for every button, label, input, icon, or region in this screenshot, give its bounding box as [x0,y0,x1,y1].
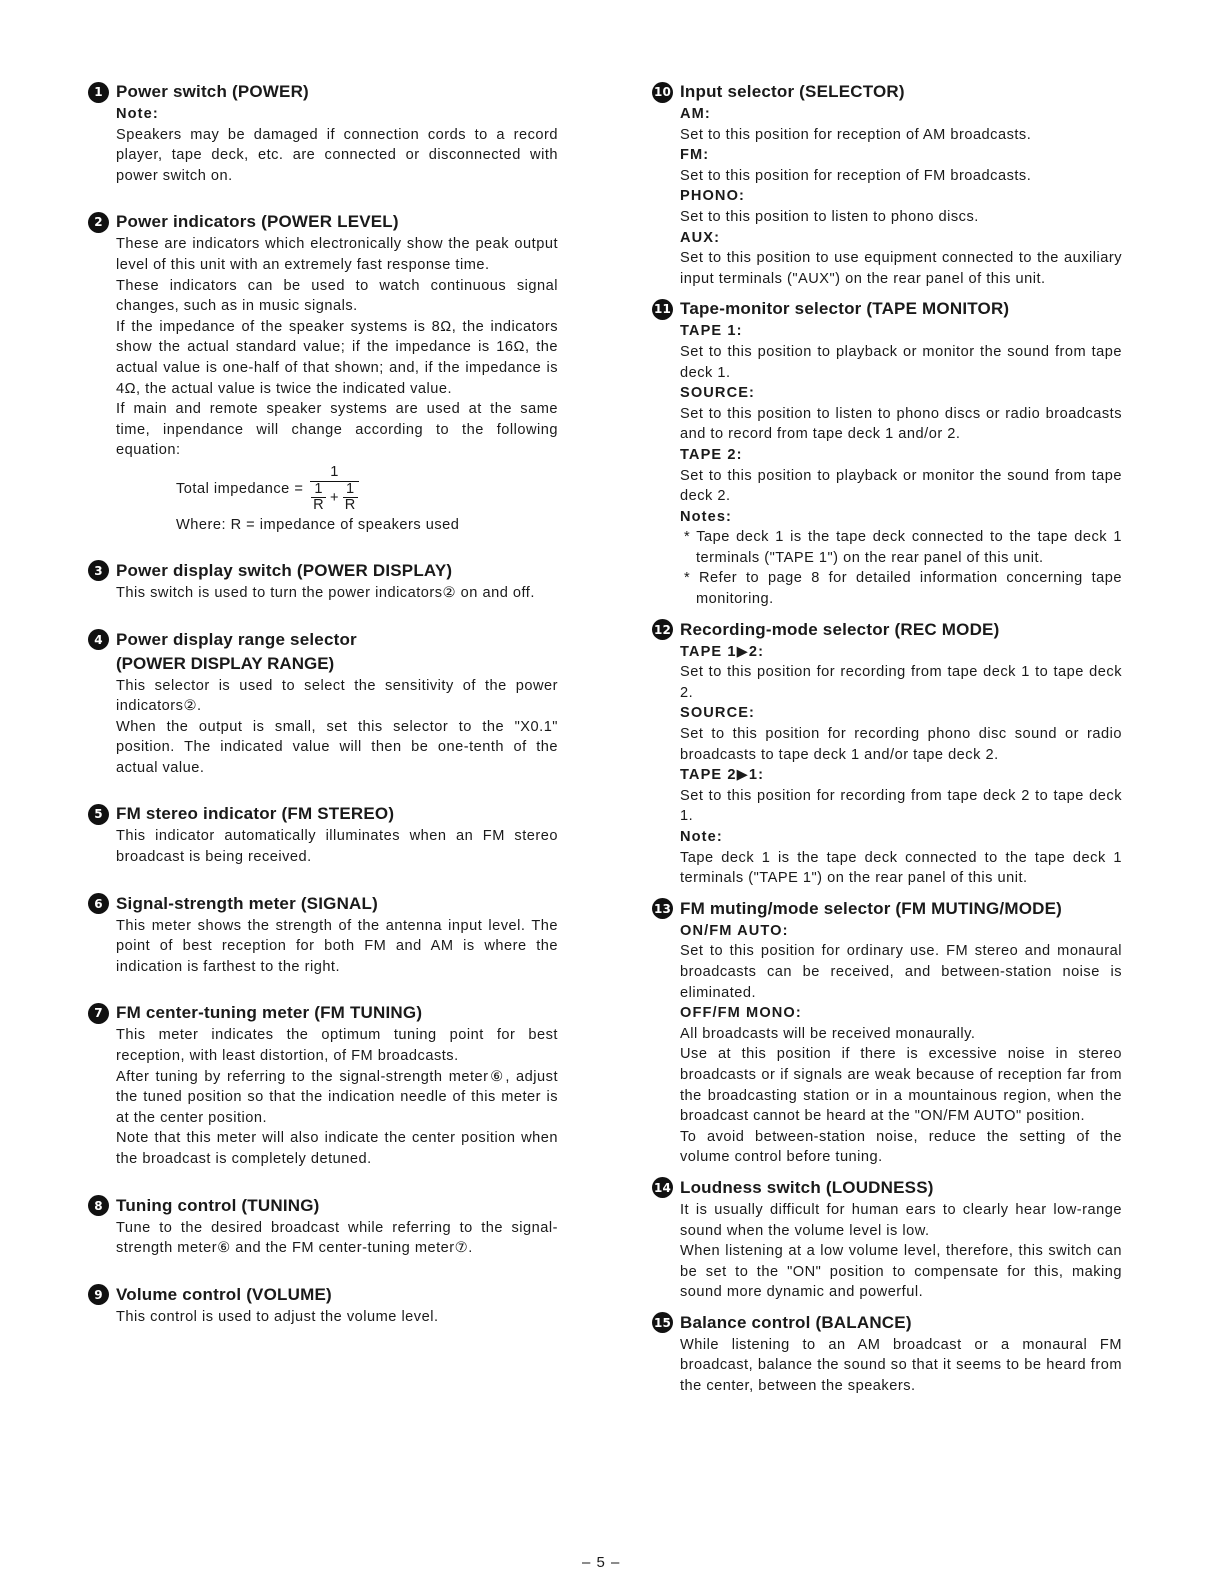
paragraph: This indicator automatically illuminates when an FM stereo broadcast is being received. [116,828,558,866]
paragraph: Note that this meter will also indicate the center position when the broadcast is completely detuned. [116,1130,558,1167]
item-number-badge: 11 [652,299,673,320]
section-title: Tuning control (TUNING) [116,1195,320,1215]
paragraph: If main and remote speaker systems are used at the same time, inpendance will change according to the following equation: [116,401,558,459]
section-title: Loudness switch (LOUDNESS) [680,1177,934,1197]
section-input-selector [652,80,1122,289]
section-tuning-control [88,1194,558,1259]
paragraph: When the output is small, set this selector to the "X0.1" position. The indicated value will then be one-tenth of the actual value. [116,718,558,776]
paragraph: It is usually difficult for human ears to clearly hear low-range sound when the volume level is low. [680,1201,1122,1239]
section-volume-control [88,1283,558,1328]
item-number-badge: 14 [652,1177,673,1198]
section-balance [652,1311,1122,1397]
section-power-display-range [88,628,558,779]
paragraph: Set to this position for recording from tape deck 2 to tape deck 1. [680,787,1122,825]
item-number-badge: 2 [88,212,109,233]
paragraph: This meter indicates the optimum tuning point for best reception, with least distortion, of FM broadcasts. [116,1027,558,1065]
note-label: Note: [116,106,159,122]
paragraph: These indicators can be used to watch continuous signal changes, such as in music signals. [116,277,558,315]
section-title: Input selector (SELECTOR) [680,82,905,101]
option-label: AUX: [680,229,721,246]
paragraph: While listening to an AM broadcast or a monaural FM broadcast, balance the sound so that it seems to be heard from the center, between the speakers. [680,1336,1122,1395]
formula-label: Total impedance = [176,480,304,497]
item-number-badge: 8 [88,1195,109,1216]
option-label: TAPE 2: [680,446,743,463]
paragraph: When listening at a low volume level, therefore, this switch can be set to the "ON" position to compensate for this, making sound more dynamic and powerful. [680,1243,1122,1301]
paragraph: Use at this position if there is excessive noise in stereo broadcasts or if signals are weak because of reception far from the broadcasting station or in a mountainous region, when the broadcast cannot be heard at the "ON/FM AUTO" position. [680,1046,1122,1125]
paragraph: Set to this position to use equipment connected to the auxiliary input terminals ("AUX") on the rear panel of this unit. [680,250,1122,287]
section-fm-tuning-meter [88,1001,558,1169]
item-number-badge: 15 [652,1312,673,1333]
section-title: Power display switch (POWER DISPLAY) [116,560,453,580]
item-number-badge: 3 [88,560,109,581]
section-title: Power switch (POWER) [116,82,309,101]
paragraph: Set to this position for ordinary use. FM stereo and monaural broadcasts can be received, and between-station noise is eliminated. [680,943,1122,1001]
paragraph: Set to this position for recording phono disc sound or radio broadcasts to tape deck 1 and/or tape deck 2. [680,726,1122,763]
option-label: TAPE 2▶1: [680,767,765,784]
section-title: FM center-tuning meter (FM TUNING) [116,1003,423,1023]
option-label: FM: [680,147,710,164]
paragraph: All broadcasts will be received monaurally. [680,1025,976,1042]
item-number-badge: 5 [88,804,109,825]
section-loudness [652,1176,1122,1303]
paragraph: This meter shows the strength of the antenna input level. The point of best reception for both FM and AM is where the indication is farthest to the right. [116,917,558,975]
item-number-badge: 13 [652,898,673,919]
paragraph: Set to this position for recording from tape deck 1 to tape deck 2. [680,664,1122,701]
paragraph: This switch is used to turn the power indicators② on and off. [116,584,535,601]
paragraph: After tuning by referring to the signal-strength meter⑥, adjust the tuned position so that the indication needle of this meter is at the center position. [116,1068,558,1126]
option-label: ON/FM AUTO: [680,922,789,939]
section-rec-mode [652,618,1122,889]
section-title: FM muting/mode selector (FM MUTING/MODE) [680,898,1062,918]
option-label: SOURCE: [680,705,755,722]
option-label: TAPE 1: [680,323,743,340]
section-fm-stereo-indicator [88,802,558,867]
section-title: FM stereo indicator (FM STEREO) [116,804,395,824]
option-label: TAPE 1▶2: [680,643,765,660]
section-title: Tape-monitor selector (TAPE MONITOR) [680,299,1010,319]
section-tape-monitor [652,297,1122,609]
paragraph: If the impedance of the speaker systems is 8Ω, the indicators show the actual standard value; if the impedance is 16Ω, the actual value is one-half of that shown; and, if the impedance is 4Ω, the actual value is twice the indicated value. [116,318,558,397]
paragraph: Tape deck 1 is the tape deck connected to the tape deck 1 terminals ("TAPE 1") on the rear panel of this unit. [680,849,1122,887]
item-number-badge: 4 [88,629,109,650]
option-label: AM: [680,106,711,122]
item-number-badge: 7 [88,1003,109,1024]
formula-numerator: 1 [310,464,359,482]
section-title: Recording-mode selector (REC MODE) [680,619,1000,639]
paragraph: Set to this position for reception of FM broadcasts. [680,167,1032,184]
paragraph: Speakers may be damaged if connection cords to a record player, tape deck, etc. are connected or disconnected with power switch on. [116,126,558,184]
paragraph: This selector is used to select the sensitivity of the power indicators②. [116,677,558,715]
section-power-indicators [88,210,558,535]
item-number-badge: 6 [88,893,109,914]
paragraph: Set to this position for reception of AM broadcasts. [680,126,1032,143]
item-number-badge: 12 [652,619,673,640]
option-label: SOURCE: [680,385,755,402]
right-column [652,80,1122,1397]
paragraph: To avoid between-station noise, reduce the setting of the volume control before tuning. [680,1128,1122,1166]
notes-label: Notes: [680,508,733,525]
item-number-badge: 10 [652,82,673,103]
section-title-line2: (POWER DISPLAY RANGE) [116,653,335,673]
formula-plus: + [329,489,340,506]
section-title: Power indicators (POWER LEVEL) [116,212,399,232]
option-label: PHONO: [680,188,745,205]
section-power-display-switch [88,559,558,604]
paragraph: Set to this position to playback or monitor the sound from tape deck 1. [680,343,1122,381]
note-item: * Tape deck 1 is the tape deck connected to the tape deck 1 terminals ("TAPE 1") on the rear panel of this unit. [684,529,1122,566]
paragraph: Tune to the desired broadcast while referring to the signal-strength meter⑥ and the FM center-tuning meter⑦. [116,1219,558,1257]
paragraph: These are indicators which electronically show the peak output level of this unit with an extremely fast response time. [116,236,558,273]
note-label: Note: [680,829,723,845]
option-label: OFF/FM MONO: [680,1005,802,1022]
page-number: – 5 – [582,1554,621,1571]
paragraph: Set to this position to playback or monitor the sound from tape deck 2. [680,467,1122,505]
paragraph: Set to this position to listen to phono discs or radio broadcasts and to record from tape deck 1 and/or 2. [680,405,1122,443]
impedance-formula: Total impedance = 1 1 R + $\frac{1}{R}$ [176,463,558,515]
section-power-switch [88,80,558,186]
paragraph: Set to this position to listen to phono discs. [680,208,979,225]
section-signal-meter [88,892,558,978]
item-number-badge: 1 [88,82,109,103]
left-column [88,80,558,1327]
section-title: Power display range selector [116,629,357,649]
section-title: Signal-strength meter (SIGNAL) [116,893,378,913]
formula-where: Where: R = impedance of speakers used [176,516,460,533]
note-item: * Refer to page 8 for detailed information concerning tape monitoring. [684,570,1122,608]
section-title: Volume control (VOLUME) [116,1284,332,1304]
item-number-badge: 9 [88,1284,109,1305]
section-title: Balance control (BALANCE) [680,1312,912,1332]
paragraph: This control is used to adjust the volume level. [116,1308,439,1325]
section-fm-muting-mode [652,897,1122,1168]
